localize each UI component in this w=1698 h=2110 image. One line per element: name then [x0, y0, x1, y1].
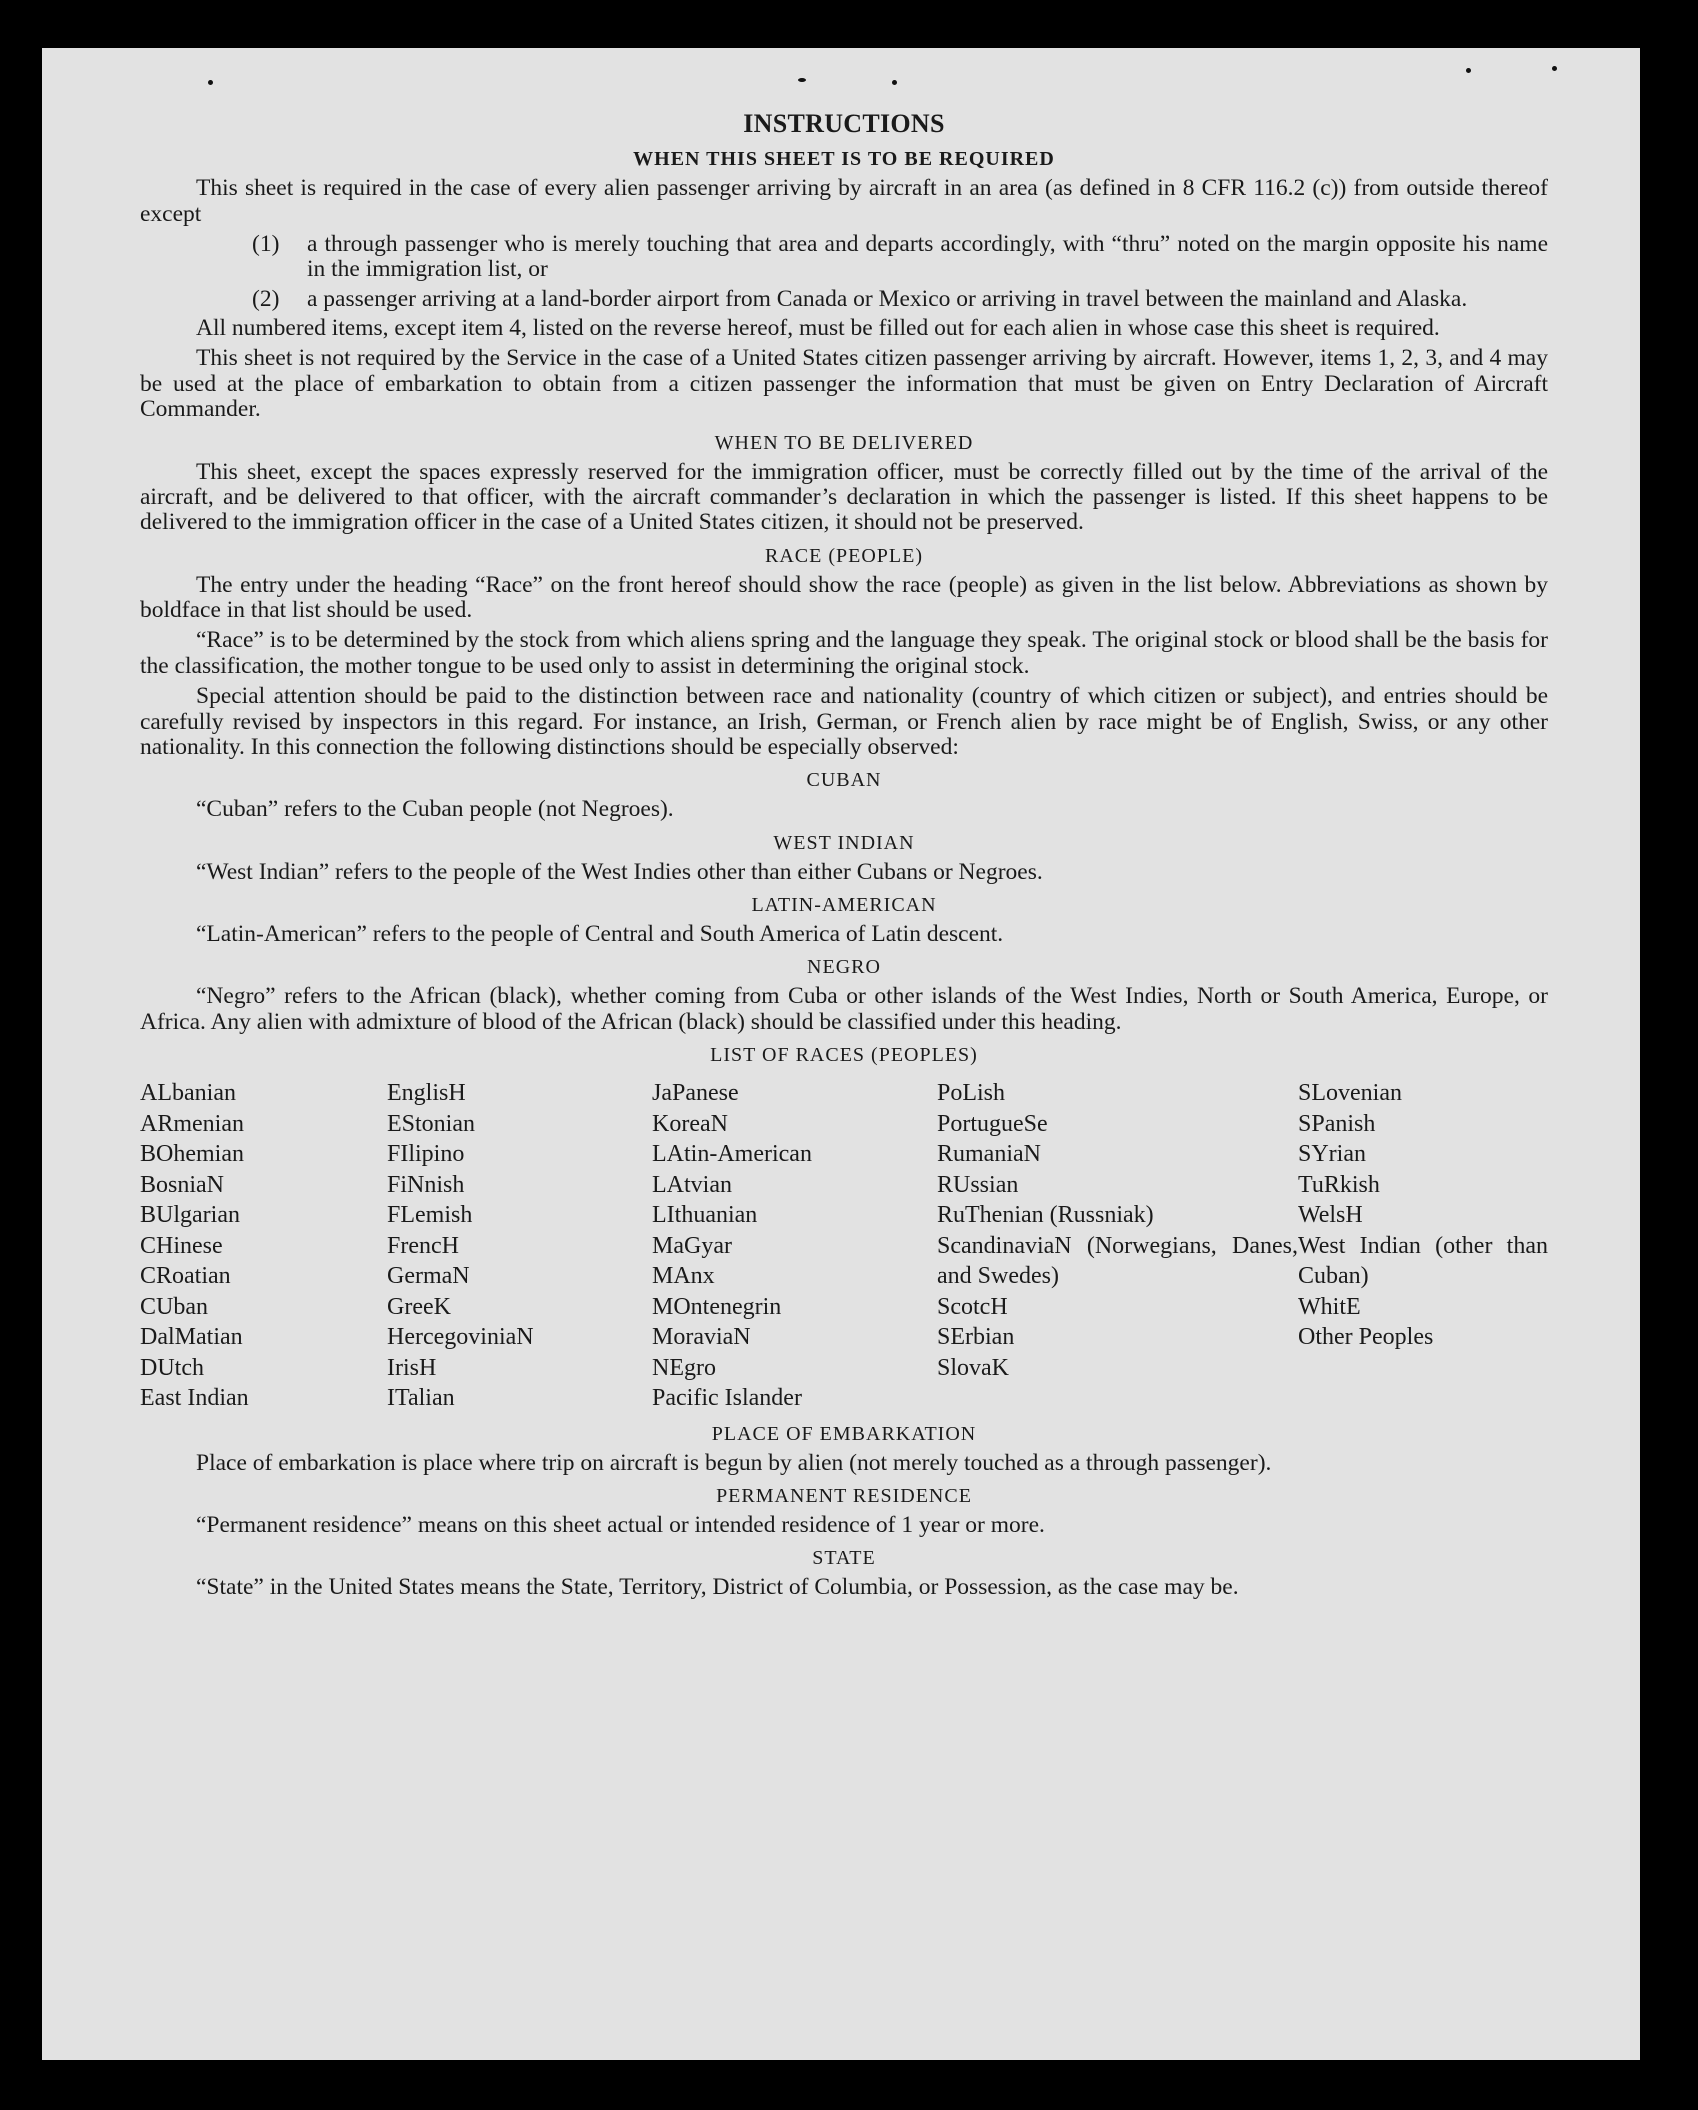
paragraph: “West Indian” refers to the people of the West Indies other than either Cubans or Negroes. [196, 858, 1043, 885]
paragraph: This sheet is not required by the Service in the case of a United States citizen passenger arriving by aircraft. However, items 1, 2, 3, and 4 may be used at the place of embarkation to obtain from a citizen passenger the information that must be given on Entry Declaration of Aircraft Commander. [140, 345, 1548, 423]
paragraph: “Cuban” refers to the Cuban people (not Negroes). [196, 796, 674, 823]
page-title: INSTRUCTIONS [743, 109, 945, 138]
race-item: PoLish [937, 1080, 1006, 1107]
paragraph: “Permanent residence” means on this sheet actual or intended residence of 1 year or more. [196, 1512, 1045, 1539]
race-column [387, 1078, 652, 1414]
race-item: BUlgarian [140, 1202, 240, 1229]
race-column [937, 1078, 1298, 1414]
race-item: BOhemian [140, 1141, 244, 1168]
race-item: WhitE [1298, 1293, 1361, 1320]
section-heading-negro: NEGRO [807, 956, 881, 979]
race-item: SLovenian [1298, 1080, 1402, 1107]
race-item: GermaN [387, 1263, 470, 1290]
race-item: HercegoviniaN [387, 1324, 534, 1351]
race-item: ScotcH [937, 1293, 1008, 1320]
item-number: (1) [252, 230, 280, 257]
race-list [140, 1078, 1548, 1414]
race-item: MoraviaN [652, 1324, 751, 1351]
paragraph: Place of embarkation is place where trip on aircraft is begun by alien (not merely touched as a through passenger). [196, 1449, 1272, 1476]
race-item: FiNnish [387, 1171, 465, 1198]
speck-mark [892, 80, 897, 85]
section-heading-state: STATE [812, 1547, 876, 1570]
race-item: SErbian [937, 1324, 1015, 1351]
race-item: CUban [140, 1293, 208, 1320]
race-item: SlovaK [937, 1354, 1009, 1381]
paragraph: “Latin-American” refers to the people of Central and South America of Latin descent. [196, 921, 1004, 948]
race-item: CHinese [140, 1232, 223, 1259]
section-heading-race: RACE (PEOPLE) [765, 544, 923, 567]
race-item: WelsH [1298, 1202, 1363, 1229]
section-heading-embarkation: PLACE OF EMBARKATION [711, 1422, 977, 1445]
race-item: SYrian [1298, 1141, 1366, 1168]
race-item: JaPanese [652, 1080, 739, 1107]
race-column [1298, 1078, 1548, 1414]
race-item: PortugueSe [937, 1110, 1048, 1137]
paragraph: Special attention should be paid to the distinction between race and nationality (country of which citizen or subject), and entries should be carefully revised by inspectors in this regard. For instance, an Irish, German, or French alien by race might be of English, Swiss, or any other nationality. In this connection the following distinctions should be especially observed: [140, 683, 1548, 760]
paragraph: “Race” is to be determined by the stock from which aliens spring and the language they speak. The original stock or blood shall be the basis for the classification, the mother tongue to be used only to assist in determining the original stock. [140, 627, 1548, 679]
race-item: ScandinaviaN (Norwegians, Danes, and Swedes) [937, 1232, 1298, 1290]
race-item: East Indian [140, 1385, 249, 1412]
race-item: West Indian (other than Cuban) [1298, 1232, 1548, 1290]
race-item: GreeK [387, 1293, 451, 1320]
item-text: a through passenger who is merely touching that area and departs accordingly, with “thru” noted on the margin opposite his name in the immigration list, or [307, 230, 1548, 283]
race-item: ITalian [387, 1385, 455, 1412]
race-item: FrencH [387, 1232, 459, 1259]
race-item: MAnx [652, 1263, 715, 1290]
race-item: LIthuanian [652, 1202, 758, 1229]
race-column [140, 1078, 387, 1414]
speck-mark [208, 80, 213, 85]
race-item: DUtch [140, 1354, 204, 1381]
race-item: ARmenian [140, 1110, 244, 1137]
paragraph: This sheet is required in the case of every alien passenger arriving by aircraft in an area (as defined in 8 CFR 116.2 (c)) from outside thereof except [140, 175, 1548, 227]
paragraph: “State” in the United States means the State, Territory, District of Columbia, or Possession, as the case may be. [196, 1574, 1239, 1601]
race-item: FLemish [387, 1202, 473, 1229]
race-item: ALbanian [140, 1080, 236, 1107]
race-item: RumaniaN [937, 1141, 1041, 1168]
speck-mark [798, 78, 806, 82]
race-item: RUssian [937, 1171, 1019, 1198]
section-heading-cuban: CUBAN [806, 769, 882, 792]
section-heading-latin-american: LATIN-AMERICAN [751, 894, 937, 917]
race-item: Other Peoples [1298, 1324, 1434, 1351]
race-item: MOntenegrin [652, 1293, 782, 1320]
section-heading-list-of-races: LIST OF RACES (PEOPLES) [710, 1044, 978, 1067]
race-item: KoreaN [652, 1110, 728, 1137]
section-heading-when-delivered: WHEN TO BE DELIVERED [714, 431, 974, 454]
speck-mark [1466, 68, 1471, 73]
race-item: EStonian [387, 1110, 475, 1137]
section-heading-residence: PERMANENT RESIDENCE [716, 1485, 972, 1508]
race-item: DalMatian [140, 1324, 243, 1351]
paragraph: All numbered items, except item 4, listed on the reverse hereof, must be filled out for each alien in whose case this sheet is required. [196, 315, 1440, 342]
race-item: TuRkish [1298, 1171, 1380, 1198]
item-number: (2) [252, 285, 280, 312]
race-item: RuThenian (Russniak) [937, 1202, 1154, 1229]
race-item: MaGyar [652, 1232, 732, 1259]
paragraph: This sheet, except the spaces expressly reserved for the immigration officer, must be correctly filled out by the time of the arrival of the aircraft, and be delivered to that officer, with the aircraft commander’s declaration in which the passenger is listed. If this sheet happens to be delivered to the immigration officer in the case of a United States citizen, it should not be preserved. [140, 458, 1548, 536]
race-item: SPanish [1298, 1110, 1376, 1137]
race-item: BosniaN [140, 1171, 224, 1198]
speck-mark [1552, 66, 1557, 71]
item-text: a passenger arriving at a land-border airport from Canada or Mexico or arriving in travel between the mainland and Alaska. [307, 285, 1468, 312]
list-item [252, 287, 1548, 312]
race-item: FIlipino [387, 1141, 465, 1168]
section-heading-when-required: WHEN THIS SHEET IS TO BE REQUIRED [633, 148, 1055, 171]
race-column [652, 1078, 937, 1414]
race-item: NEgro [652, 1354, 716, 1381]
document-content [140, 108, 1548, 1606]
race-item: LAtin-American [652, 1141, 812, 1168]
race-item: Pacific Islander [652, 1385, 802, 1412]
section-heading-west-indian: WEST INDIAN [773, 831, 915, 854]
race-item: EnglisH [387, 1080, 466, 1107]
race-item: IrisH [387, 1354, 437, 1381]
document-page [42, 48, 1640, 2060]
race-item: CRoatian [140, 1263, 231, 1290]
list-item [252, 232, 1548, 283]
race-item: LAtvian [652, 1171, 732, 1198]
paragraph: The entry under the heading “Race” on the front hereof should show the race (people) as given in the list below. Abbreviations as shown by boldface in that list should be used. [140, 571, 1548, 624]
paragraph: “Negro” refers to the African (black), whether coming from Cuba or other islands of the West Indies, North or South America, Europe, or Africa. Any alien with admixture of blood of the African (black) should be classified under this heading. [140, 983, 1548, 1035]
